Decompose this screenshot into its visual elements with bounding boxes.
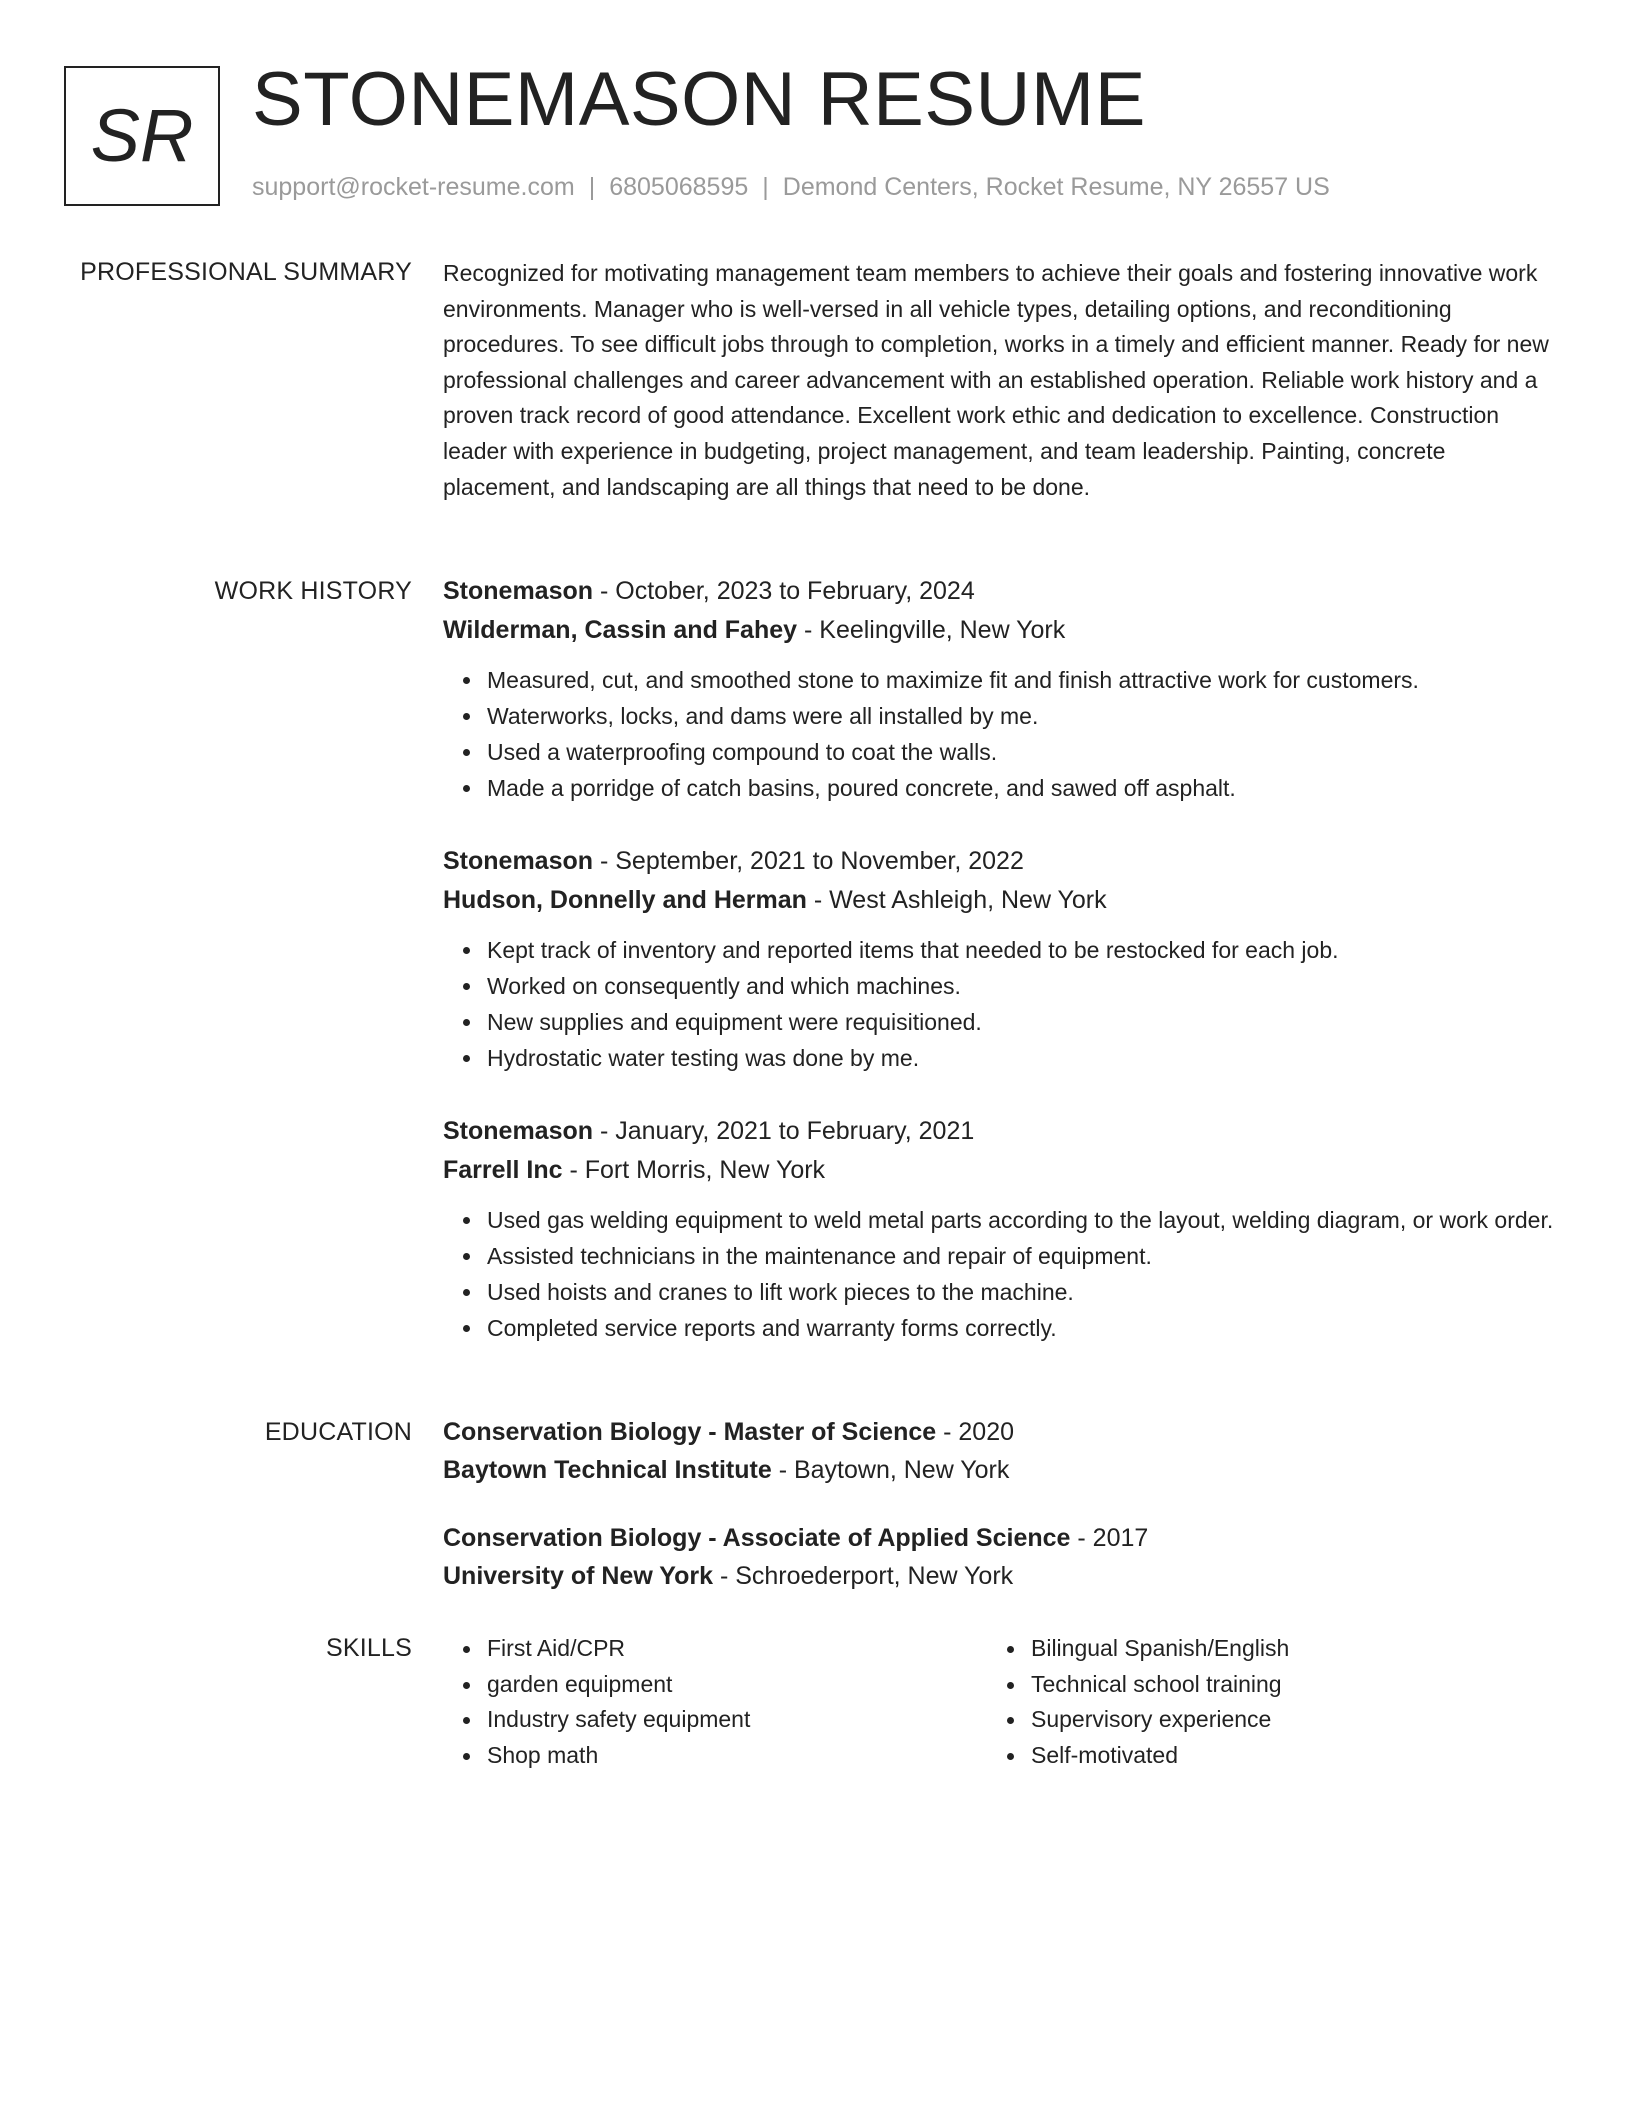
skills-list: [443, 1631, 987, 1773]
job-duties-list: [443, 662, 1555, 806]
job-duty: Completed service reports and warranty forms correctly.: [487, 1310, 1555, 1346]
job-duties-list: [443, 1202, 1555, 1346]
job-location: - Fort Morris, New York: [562, 1156, 826, 1184]
education-section: [443, 1413, 1555, 1625]
contact-separator: |: [588, 173, 596, 201]
work-history-section: [443, 572, 1555, 1364]
education-year: - 2020: [936, 1418, 1015, 1446]
job-company: Wilderman, Cassin and Fahey: [443, 616, 798, 644]
section-label-work-history: WORK HISTORY: [214, 577, 412, 605]
job-duty: Measured, cut, and smoothed stone to maximize fit and finish attractive work for customers.: [487, 662, 1555, 698]
contact-phone: 6805068595: [609, 173, 749, 201]
job-entry: [443, 1112, 1555, 1346]
job-dates: - January, 2021 to February, 2021: [593, 1117, 975, 1145]
job-location: - Keelingville, New York: [797, 616, 1066, 644]
job-duties-list: [443, 932, 1555, 1076]
job-company: Farrell Inc: [443, 1156, 563, 1184]
job-duty: Used gas welding equipment to weld metal parts according to the layout, welding diagram, or work order.: [487, 1202, 1555, 1238]
skill-item: Technical school training: [1031, 1667, 1531, 1703]
skill-item: garden equipment: [487, 1667, 987, 1703]
job-entry: [443, 572, 1555, 806]
job-entry: [443, 842, 1555, 1076]
job-title-line: [443, 572, 1555, 611]
job-company-line: [443, 1151, 1555, 1190]
skills-column-right: [987, 1631, 1531, 1773]
contact-email: support@rocket-resume.com: [252, 173, 575, 201]
contact-address: Demond Centers, Rocket Resume, NY 26557 US: [782, 173, 1330, 201]
job-company-line: [443, 881, 1555, 920]
job-duty: Kept track of inventory and reported items that needed to be restocked for each job.: [487, 932, 1555, 968]
job-duty: Hydrostatic water testing was done by me.: [487, 1040, 1555, 1076]
education-location: - Schroederport, New York: [713, 1562, 1014, 1590]
skills-list: [987, 1631, 1531, 1773]
job-duty: Used hoists and cranes to lift work pieces to the machine.: [487, 1274, 1555, 1310]
education-school: Baytown Technical Institute: [443, 1456, 772, 1484]
job-title: Stonemason: [443, 1117, 594, 1145]
skill-item: Industry safety equipment: [487, 1702, 987, 1738]
monogram-box: [64, 66, 220, 206]
skill-item: Shop math: [487, 1738, 987, 1774]
skill-item: Supervisory experience: [1031, 1702, 1531, 1738]
monogram-initials: SR: [90, 94, 194, 177]
job-dates: - October, 2023 to February, 2024: [593, 577, 975, 605]
resume-title: STONEMASON RESUME: [252, 57, 1146, 142]
summary-section: [443, 256, 1555, 505]
education-degree: Conservation Biology - Master of Science: [443, 1418, 937, 1446]
skill-item: First Aid/CPR: [487, 1631, 987, 1667]
education-school-line: [443, 1557, 1555, 1595]
education-entry: [443, 1413, 1555, 1489]
skill-item: Bilingual Spanish/English: [1031, 1631, 1531, 1667]
education-degree-line: [443, 1413, 1555, 1451]
education-school: University of New York: [443, 1562, 713, 1590]
section-label-skills: SKILLS: [326, 1634, 412, 1662]
job-dates: - September, 2021 to November, 2022: [593, 847, 1024, 875]
skill-item: Self-motivated: [1031, 1738, 1531, 1774]
contact-line: [252, 173, 1330, 202]
job-title: Stonemason: [443, 847, 594, 875]
job-duty: Waterworks, locks, and dams were all installed by me.: [487, 698, 1555, 734]
job-title: Stonemason: [443, 577, 594, 605]
job-company-line: [443, 611, 1555, 650]
section-label-education: EDUCATION: [264, 1418, 412, 1446]
job-company: Hudson, Donnelly and Herman: [443, 886, 807, 914]
job-duty: Assisted technicians in the maintenance and repair of equipment.: [487, 1238, 1555, 1274]
education-degree-line: [443, 1519, 1555, 1557]
skills-columns: [443, 1631, 1555, 1773]
skills-column-left: [443, 1631, 987, 1773]
contact-separator: |: [762, 173, 769, 201]
education-year: - 2017: [1070, 1524, 1149, 1552]
job-duty: Made a porridge of catch basins, poured concrete, and sawed off asphalt.: [487, 770, 1555, 806]
job-duty: Used a waterproofing compound to coat the walls.: [487, 734, 1555, 770]
summary-text: Recognized for motivating management team members to achieve their goals and fostering innovative work environments. Manager who is well-versed in all vehicle types, detailing options, and reconditioning procedures. To see difficult jobs through to completion, works in a timely and efficient manner. Ready for new professional challenges and career advancement with an established operation. Reliable work history and a proven track record of good attendance. Excellent work ethic and dedication to excellence. Construction leader with experience in budgeting, project management, and team leadership. Painting, concrete placement, and landscaping are all things that need to be done.: [443, 260, 1549, 500]
job-title-line: [443, 842, 1555, 881]
job-title-line: [443, 1112, 1555, 1151]
job-duty: Worked on consequently and which machines.: [487, 968, 1555, 1004]
education-degree: Conservation Biology - Associate of Applied Science: [443, 1524, 1071, 1552]
education-entry: [443, 1519, 1555, 1595]
skills-section: [443, 1631, 1555, 1773]
education-location: - Baytown, New York: [771, 1456, 1010, 1484]
job-location: - West Ashleigh, New York: [806, 886, 1107, 914]
job-duty: New supplies and equipment were requisitioned.: [487, 1004, 1555, 1040]
education-school-line: [443, 1451, 1555, 1489]
section-label-summary: PROFESSIONAL SUMMARY: [80, 258, 412, 286]
